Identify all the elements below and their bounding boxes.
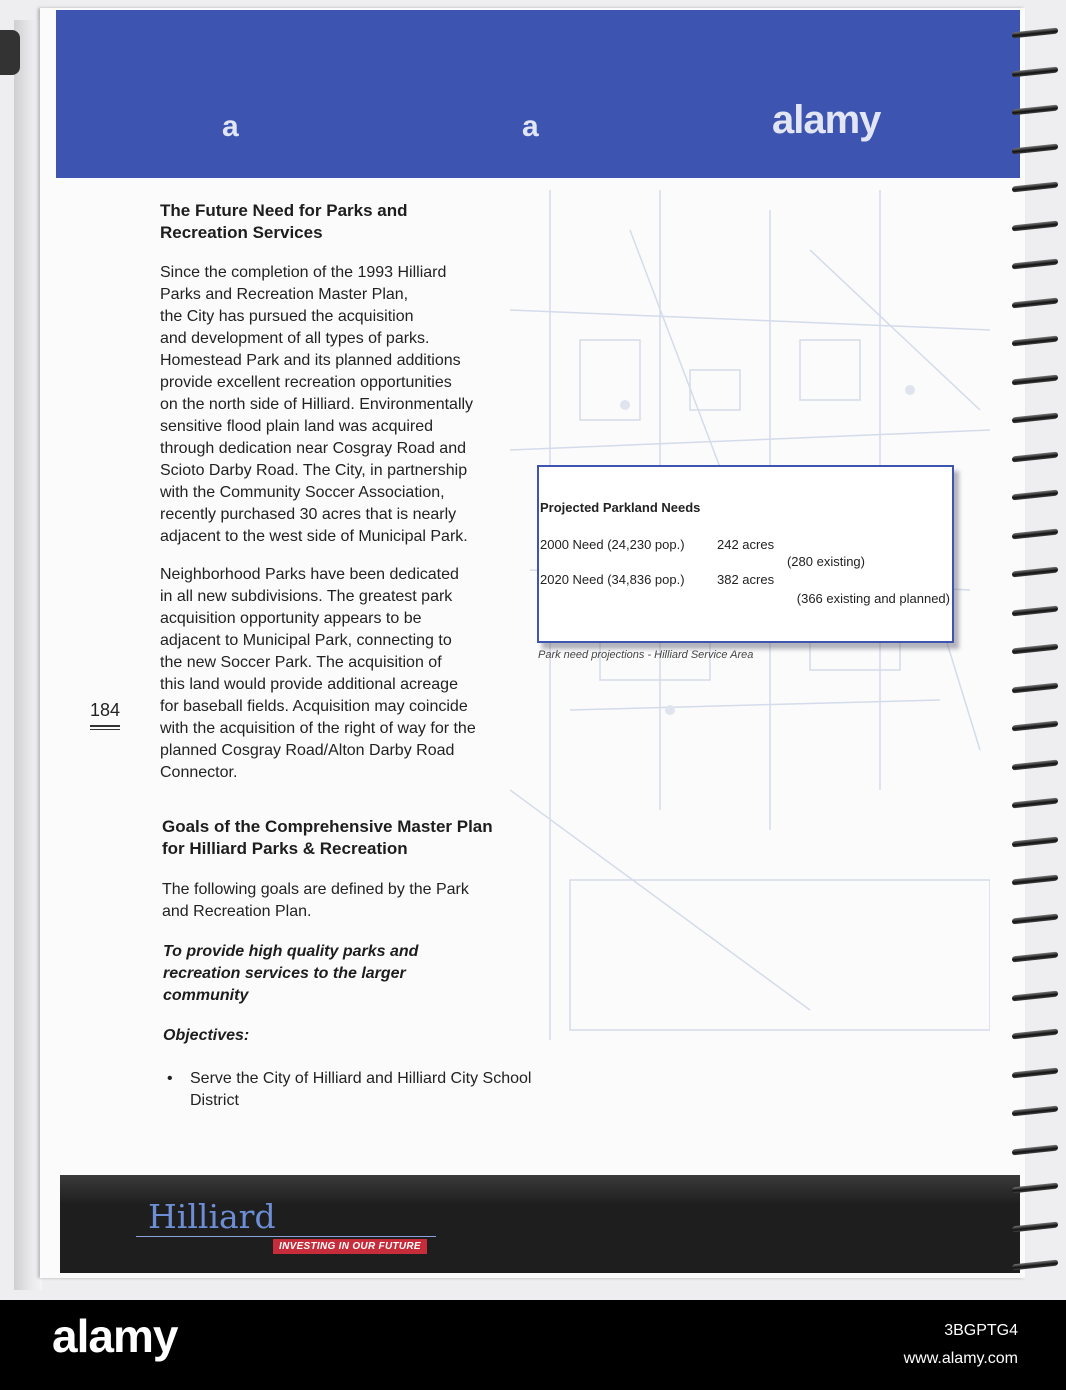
goal-statement: To provide high quality parks and recreation services to the larger community (163, 943, 419, 1004)
binding-ring (1012, 1144, 1058, 1155)
table-row-note: (280 existing) (786, 554, 865, 569)
binding-ring (1012, 105, 1058, 116)
binding-coil (1012, 839, 1062, 847)
binding-ring (1012, 528, 1058, 539)
stock-logo: alamy (52, 1310, 178, 1362)
table-row-value: 242 acres (717, 537, 775, 552)
body-paragraph: Neighborhood Parks have been dedicated in all new subdivisions. The greatest park acquisition opportunity appears to be adjacent to Municipal Park, connecting to the new Soccer Park. The acquisition of this land would provide additional acreage for baseball fields. Acquisition may coincide with the acquisition of the right of way for the planned Cosgray Road/Alton Darby Road Connector. (160, 566, 476, 781)
binding-ring (1012, 1029, 1058, 1040)
binding-coil (1012, 646, 1062, 654)
stock-image-id: 3BGPTG4 (944, 1322, 1018, 1339)
binding-ring (1012, 913, 1058, 924)
list-item: • Serve the City of Hilliard and Hilliard City School District (163, 1068, 533, 1112)
binder-clip (0, 30, 20, 75)
binding-coil (1012, 454, 1062, 462)
table-row-value: 382 acres (717, 572, 775, 587)
page-edge-shadow (14, 20, 42, 1290)
binding-coil (1012, 415, 1062, 423)
binding-coil (1012, 531, 1062, 539)
binding-ring (1012, 990, 1058, 1001)
tagline-badge: INVESTING IN OUR FUTURE (273, 1239, 427, 1254)
binding-coil (1012, 1031, 1062, 1039)
binding-coil (1012, 762, 1062, 770)
stock-url: www.alamy.com (903, 1350, 1018, 1367)
binding-ring (1012, 143, 1058, 154)
binding-ring (1012, 490, 1058, 501)
binding-ring (1012, 567, 1058, 578)
body-paragraph: Since the completion of the 1993 Hilliard Parks and Recreation Master Plan, the City has pursued the acquisition and development of all types of parks. Homestead Park and its planned additions provide excellent recreation opportunities on the north side of Hilliard. Environmentally sensitive flood plain land was acquired through dedication near Cosgray Road and Scioto Darby Road. The City, in partnership with the Community Soccer Association, recently purchased 30 acres that is nearly adjacent to the west side of Municipal Park. (160, 264, 474, 545)
binding-ring (1012, 336, 1058, 347)
section-title: The Future Need for Parks and Recreation Services (160, 201, 408, 242)
binding-ring (1012, 798, 1058, 809)
binding-coil (1012, 916, 1062, 924)
page-number: 184 (90, 700, 120, 727)
binding-coil (1012, 723, 1062, 731)
binding-coil (1012, 1262, 1062, 1270)
table-title: Projected Parkland Needs (540, 500, 701, 515)
watermark-mark: a (522, 110, 539, 143)
binding-coil (1012, 377, 1062, 385)
binding-coil (1012, 800, 1062, 808)
header-band (56, 10, 1020, 178)
binding-coil (1012, 1070, 1062, 1078)
watermark-logo: alamy (772, 98, 881, 142)
binding-ring (1012, 1183, 1058, 1194)
binding-ring (1012, 259, 1058, 270)
binding-coil (1012, 1185, 1062, 1193)
table-row-label: 2000 Need (24,230 pop.) (540, 537, 685, 552)
binding-coil (1012, 261, 1062, 269)
binding-coil (1012, 146, 1062, 154)
binding-coil (1012, 107, 1062, 115)
binding-ring (1012, 66, 1058, 77)
objectives-list (163, 1068, 533, 1112)
hilliard-logo: Hilliard (148, 1197, 276, 1236)
binding-ring (1012, 759, 1058, 770)
binding-coil (1012, 877, 1062, 885)
binding-coil (1012, 608, 1062, 616)
binding-ring (1012, 1067, 1058, 1078)
binding-coil (1012, 685, 1062, 693)
binding-coil (1012, 30, 1062, 38)
binding-coil (1012, 954, 1062, 962)
binding-coil (1012, 1108, 1062, 1116)
binding-ring (1012, 1106, 1058, 1117)
objectives-label: Objectives: (163, 1027, 250, 1044)
binding-ring (1012, 1260, 1058, 1271)
binding-coil (1012, 1147, 1062, 1155)
table-row-note: (366 existing and planned) (796, 591, 950, 606)
binding-ring (1012, 220, 1058, 231)
binding-ring (1012, 605, 1058, 616)
binding-ring (1012, 451, 1058, 462)
table-caption: Park need projections - Hilliard Service Area (538, 649, 754, 661)
table-row-label: 2020 Need (34,836 pop.) (540, 572, 685, 587)
binding-ring (1012, 374, 1058, 385)
binding-ring (1012, 1221, 1058, 1232)
binding-ring (1012, 875, 1058, 886)
binding-coil (1012, 338, 1062, 346)
binding-coil (1012, 300, 1062, 308)
watermark-mark: a (222, 110, 239, 143)
binding-ring (1012, 413, 1058, 424)
binding-ring (1012, 682, 1058, 693)
binding-coil (1012, 993, 1062, 1001)
binding-ring (1012, 721, 1058, 732)
binding-ring (1012, 28, 1058, 39)
parkland-needs-box (537, 465, 954, 643)
binding-coil (1012, 223, 1062, 231)
logo-rule (136, 1236, 436, 1237)
binding-ring (1012, 182, 1058, 193)
binding-coil (1012, 69, 1062, 77)
binding-coil (1012, 492, 1062, 500)
binding-coil (1012, 1224, 1062, 1232)
binding-ring (1012, 836, 1058, 847)
binding-ring (1012, 644, 1058, 655)
binding-coil (1012, 184, 1062, 192)
binding-ring (1012, 297, 1058, 308)
binding-ring (1012, 952, 1058, 963)
binding-coil (1012, 569, 1062, 577)
body-paragraph: The following goals are defined by the Park and Recreation Plan. (162, 881, 469, 920)
section-title: Goals of the Comprehensive Master Plan for Hilliard Parks & Recreation (162, 817, 493, 858)
